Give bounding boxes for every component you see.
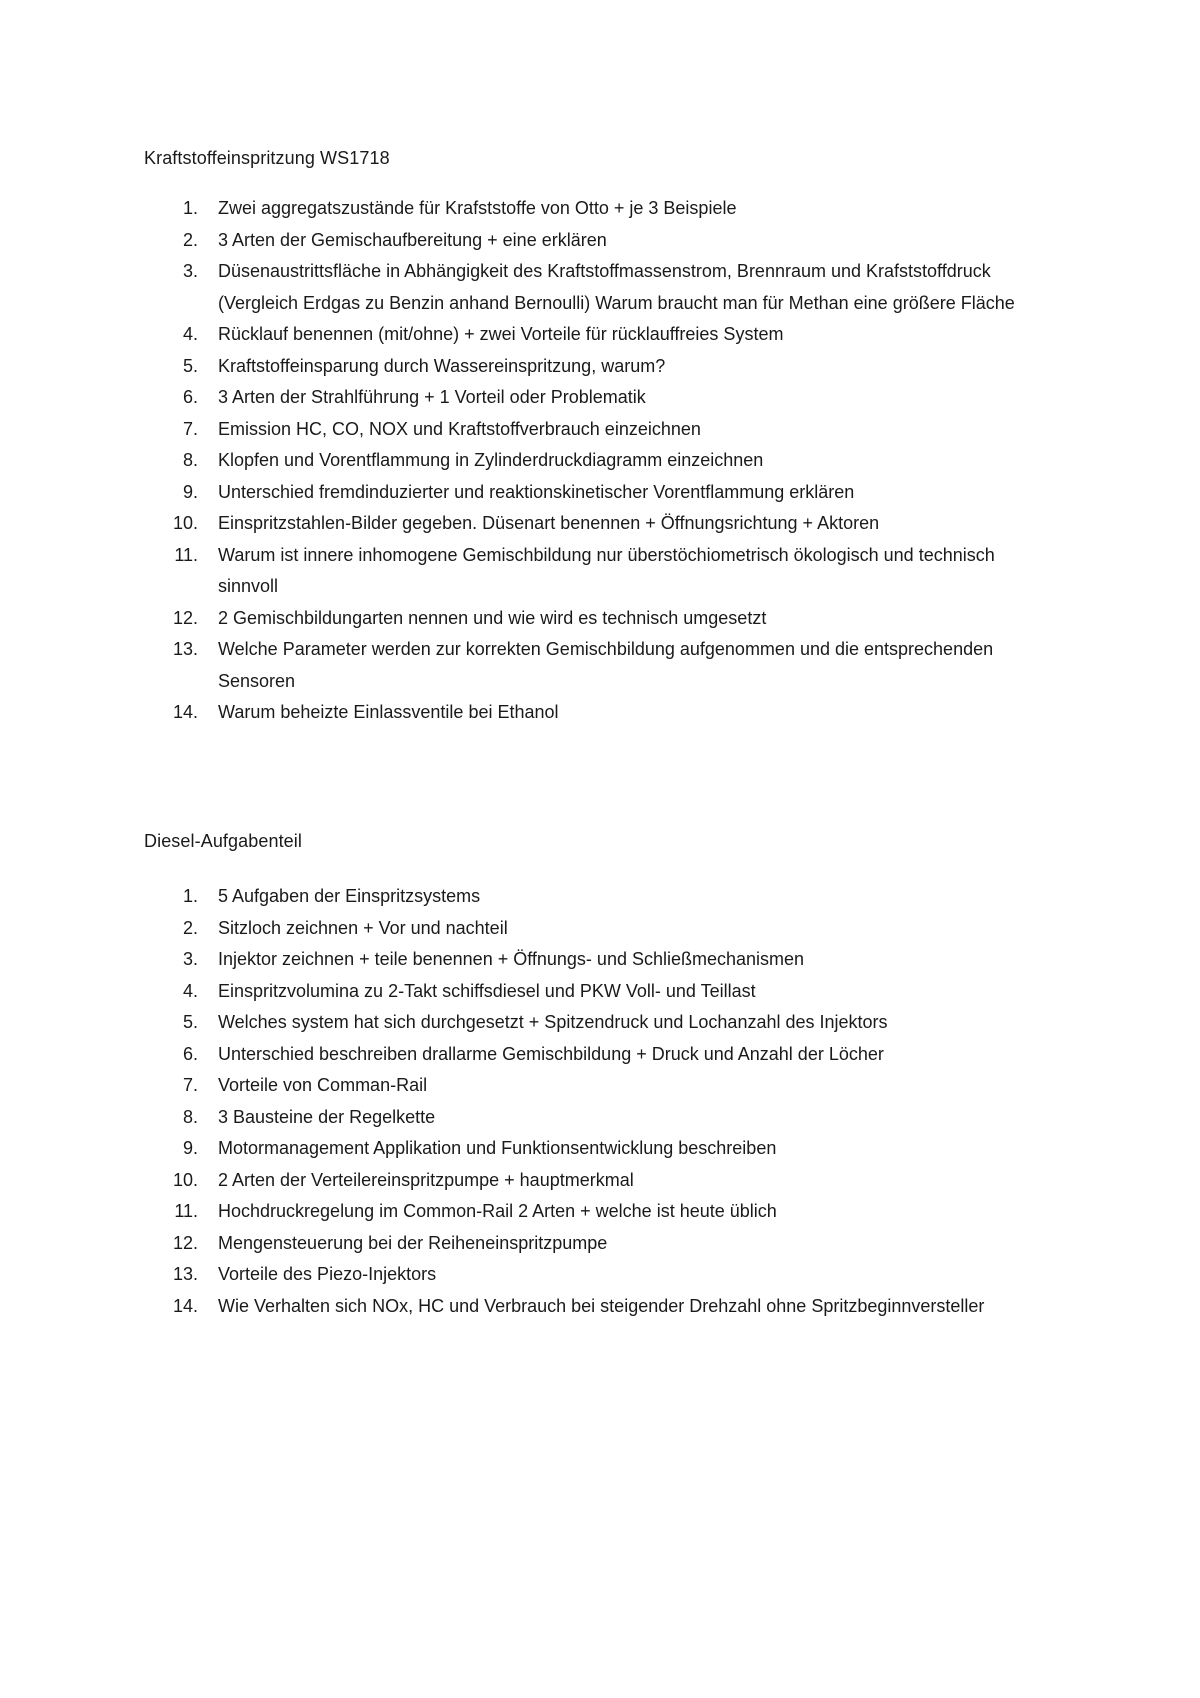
item-number: 4.	[182, 980, 198, 1001]
item-text: 3 Arten der Strahlführung + 1 Vorteil oder Problematik	[218, 387, 646, 407]
list-item	[144, 603, 1044, 635]
item-number: 5.	[182, 355, 198, 376]
item-number: 2.	[182, 917, 198, 938]
item-number: 11.	[174, 1201, 198, 1221]
list-item	[144, 225, 1044, 257]
item-number: 14.	[172, 1295, 198, 1316]
item-number: 10.	[172, 513, 198, 533]
item-number: 4.	[182, 324, 198, 344]
list-item	[144, 944, 1044, 976]
item-text: Unterschied beschreiben drallarme Gemischbildung + Druck und Anzahl der Löcher	[218, 1043, 884, 1064]
item-text: Emission HC, CO, NOX und Kraftstoffverbrauch einzeichnen	[218, 418, 701, 439]
list-item	[144, 351, 1044, 383]
item-number: 12.	[172, 607, 198, 628]
item-text: 2 Arten der Verteilereinspritzpumpe + hauptmerkmal	[218, 1169, 634, 1190]
item-text: Welches system hat sich durchgesetzt + Spitzendruck und Lochanzahl des Injektors	[218, 1012, 888, 1032]
item-text: Warum ist innere inhomogene Gemischbildung nur überstöchiometrisch ökologisch und technisch sinnvoll	[218, 544, 995, 596]
list-item	[144, 1165, 1044, 1197]
item-text: Einspritzstahlen-Bilder gegeben. Düsenart benennen + Öffnungsrichtung + Aktoren	[218, 513, 880, 533]
list-item	[144, 1291, 1044, 1323]
item-number: 13.	[172, 639, 198, 659]
item-text: Rücklauf benennen (mit/ohne) + zwei Vorteile für rücklauffreies System	[218, 324, 784, 344]
list-item	[144, 540, 1044, 603]
list-item	[144, 634, 1044, 697]
section-title-otto: Kraftstoffeinspritzung WS1718	[144, 148, 390, 168]
item-number: 1.	[182, 198, 198, 218]
list-item	[144, 913, 1044, 945]
section-title-diesel: Diesel-Aufgabenteil	[144, 831, 302, 851]
item-text: 3 Arten der Gemischaufbereitung + eine erklären	[218, 229, 607, 250]
list-item	[144, 445, 1044, 477]
item-text: Sitzloch zeichnen + Vor und nachteil	[218, 917, 508, 938]
item-text: 2 Gemischbildungarten nennen und wie wird es technisch umgesetzt	[218, 607, 767, 628]
item-number: 7.	[182, 1075, 198, 1095]
list-item	[144, 1133, 1044, 1165]
item-text: Düsenaustrittsfläche in Abhängigkeit des Kraftstoffmassenstrom, Brennraum und Krafststoffdruck (Vergleich Erdgas zu Benzin anhand Bernoulli) Warum braucht man für Methan eine größere Fläche	[218, 261, 1015, 313]
item-number: 10.	[172, 1169, 198, 1190]
list-item	[144, 1070, 1044, 1102]
item-text: Welche Parameter werden zur korrekten Gemischbildung aufgenommen und die entsprechenden Sensoren	[218, 639, 994, 691]
list-item	[144, 1007, 1044, 1039]
list-item	[144, 1102, 1044, 1134]
item-number: 9.	[182, 481, 198, 502]
question-list-diesel	[144, 881, 1044, 1322]
item-text: Injektor zeichnen + teile benennen + Öffnungs- und Schließmechanismen	[218, 949, 805, 969]
item-text: Zwei aggregatszustände für Krafststoffe von Otto + je 3 Beispiele	[218, 198, 737, 218]
list-item	[144, 256, 1044, 319]
item-number: 11.	[174, 544, 198, 565]
list-item	[144, 881, 1044, 913]
item-text: Kraftstoffeinsparung durch Wassereinspritzung, warum?	[218, 355, 666, 376]
item-number: 3.	[182, 261, 198, 281]
item-number: 6.	[182, 387, 198, 407]
item-text: Unterschied fremdinduzierter und reaktionskinetischer Vorentflammung erklären	[218, 481, 855, 502]
item-number: 14.	[172, 702, 198, 722]
list-item	[144, 319, 1044, 351]
item-text: Einspritzvolumina zu 2-Takt schiffsdiesel und PKW Voll- und Teillast	[218, 980, 756, 1001]
item-number: 2.	[182, 229, 198, 250]
item-text: Vorteile des Piezo-Injektors	[218, 1264, 437, 1284]
item-number: 12.	[172, 1232, 198, 1253]
item-number: 7.	[182, 418, 198, 439]
list-item	[144, 1259, 1044, 1291]
list-item	[144, 1228, 1044, 1260]
item-number: 8.	[182, 1106, 198, 1127]
item-text: Mengensteuerung bei der Reiheneinspritzpumpe	[218, 1232, 608, 1253]
item-text: Klopfen und Vorentflammung in Zylinderdruckdiagramm einzeichnen	[218, 450, 764, 470]
item-number: 6.	[182, 1043, 198, 1064]
list-item	[144, 697, 1044, 729]
item-number: 9.	[182, 1138, 198, 1158]
item-number: 5.	[182, 1012, 198, 1032]
item-text: Hochdruckregelung im Common-Rail 2 Arten + welche ist heute üblich	[218, 1201, 777, 1221]
list-item	[144, 1039, 1044, 1071]
item-text: Motormanagement Applikation und Funktionsentwicklung beschreiben	[218, 1138, 777, 1158]
item-number: 1.	[182, 886, 198, 906]
item-text: 5 Aufgaben der Einspritzsystems	[218, 886, 481, 906]
item-text: Vorteile von Comman-Rail	[218, 1075, 428, 1095]
list-item	[144, 382, 1044, 414]
list-item	[144, 1196, 1044, 1228]
list-item	[144, 193, 1044, 225]
list-item	[144, 414, 1044, 446]
list-item	[144, 477, 1044, 509]
item-number: 8.	[182, 450, 198, 470]
item-text: Warum beheizte Einlassventile bei Ethanol	[218, 702, 559, 722]
item-text: 3 Bausteine der Regelkette	[218, 1106, 436, 1127]
item-number: 13.	[172, 1264, 198, 1284]
item-number: 3.	[182, 949, 198, 969]
question-list-otto	[144, 193, 1044, 729]
item-text: Wie Verhalten sich NOx, HC und Verbrauch bei steigender Drehzahl ohne Spritzbeginnversteller	[218, 1295, 985, 1316]
list-item	[144, 508, 1044, 540]
list-item	[144, 976, 1044, 1008]
